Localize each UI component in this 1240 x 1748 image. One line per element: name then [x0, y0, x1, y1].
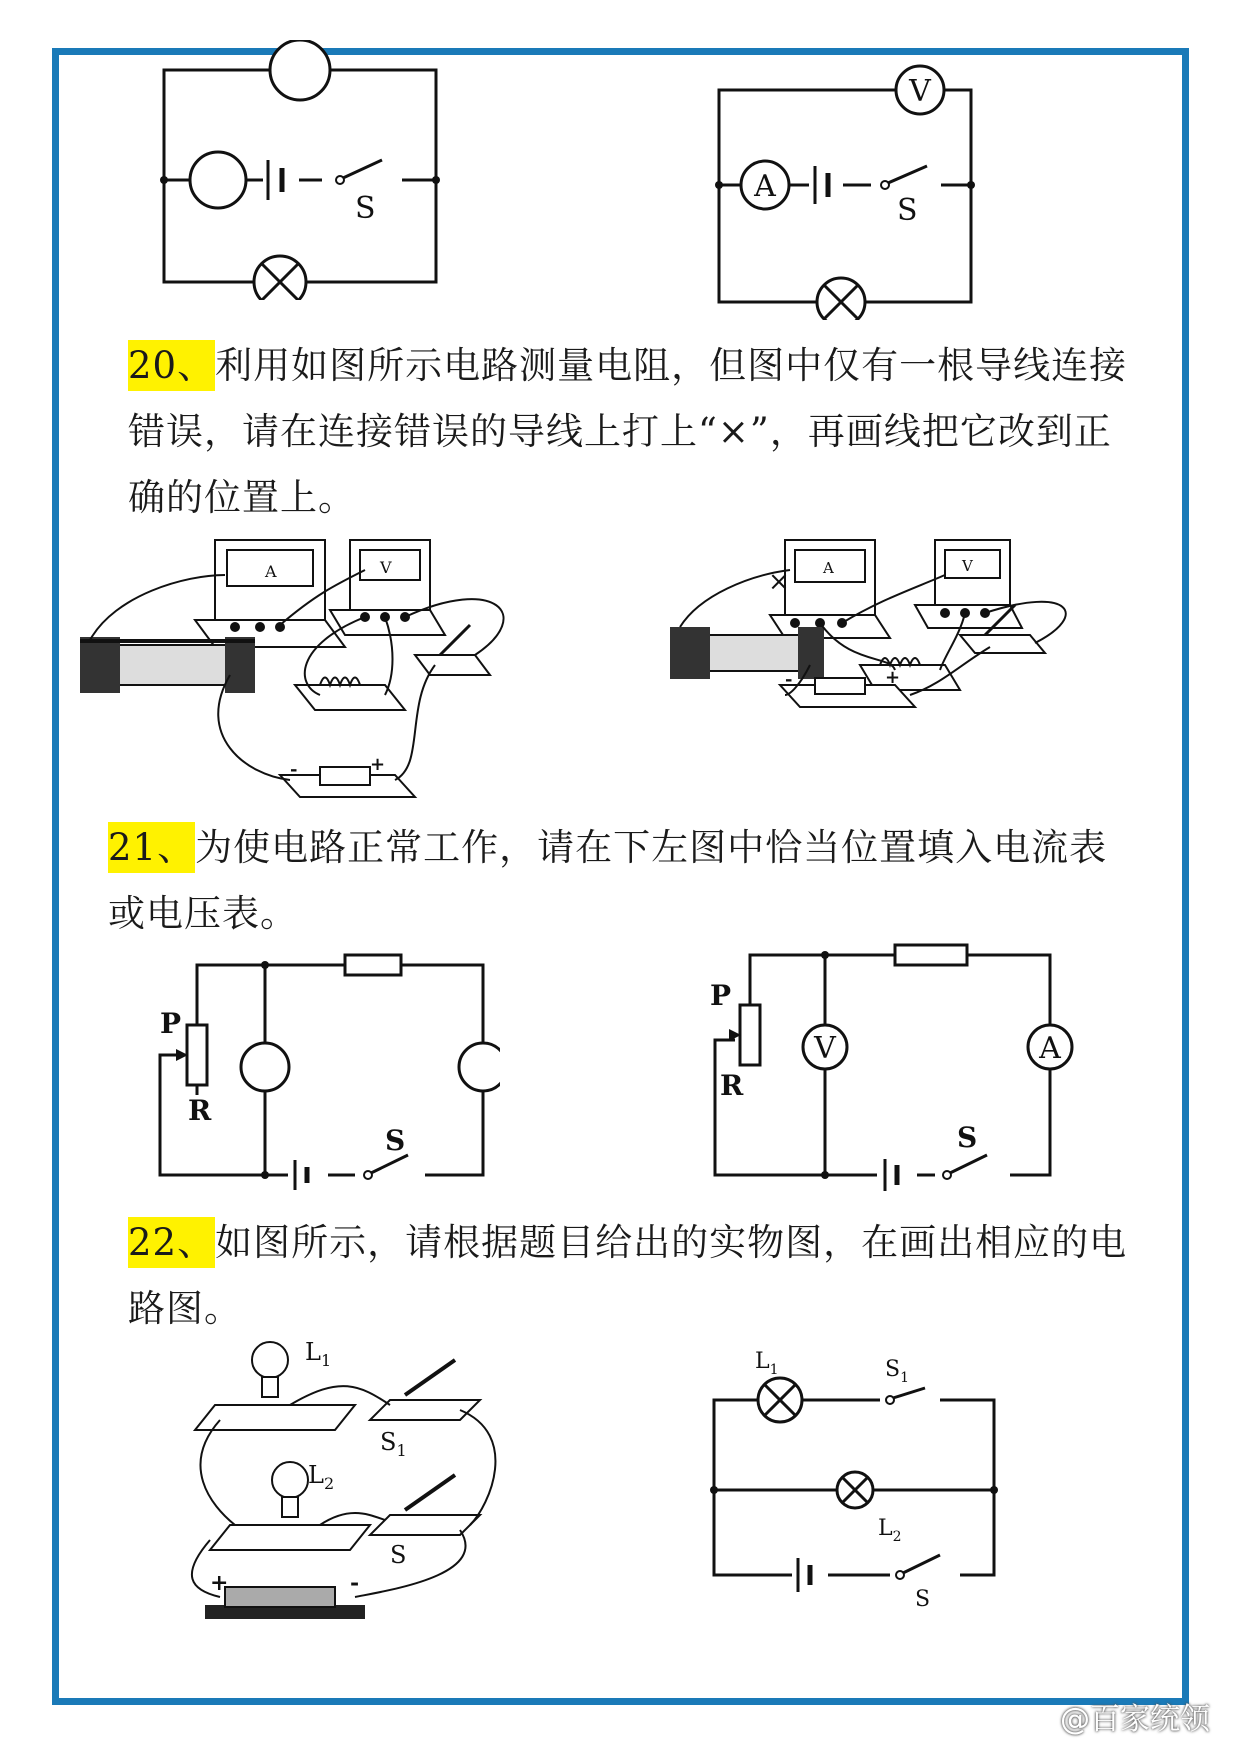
watermark: @百家统领	[1060, 1702, 1210, 1737]
question-20-text: 利用如图所示电路测量电阻，但图中仅有一根导线连接错误，请在连接错误的导线上打上“×”，再画线把它改到正确的位置上。	[128, 344, 1128, 519]
circuit-answer-va	[705, 60, 1025, 320]
q21-rheostat-p-label: P	[160, 1007, 182, 1040]
q20-battery-minus: -	[290, 759, 298, 780]
q22-schematic	[700, 1350, 1020, 1610]
q22s-s1-label: $S_1$	[885, 1357, 909, 1386]
q22-l2-label: $L_2$	[308, 1461, 335, 1493]
q20b-ammeter-label: A	[823, 559, 834, 577]
q22s-s-label: S	[915, 1587, 931, 1610]
switch-s-label: S	[355, 191, 376, 226]
q22-s-label: S	[390, 1541, 407, 1569]
q21b-voltmeter-label: V	[814, 1031, 836, 1066]
q22-physical-circuit	[190, 1335, 560, 1625]
q21-circuit-blank	[140, 945, 500, 1195]
q20b-voltmeter-label: V	[962, 557, 973, 575]
q20-physical-circuit-corrected	[660, 535, 1120, 835]
q20-voltmeter-label: V	[380, 558, 392, 577]
ammeter-label: A	[754, 169, 776, 204]
question-21	[108, 815, 1138, 947]
q20-battery-plus: +	[370, 754, 386, 775]
q21-rheostat-r-label: R	[188, 1094, 212, 1127]
switch-s-label-2: S	[897, 193, 918, 228]
voltmeter-label: V	[909, 74, 931, 109]
q21b-rheostat-r-label: R	[720, 1069, 744, 1102]
question-21-number: 21、	[108, 822, 195, 873]
wrong-wire-mark: ×	[768, 567, 790, 597]
q21-circuit-answer	[695, 935, 1075, 1195]
question-22	[128, 1210, 1138, 1342]
circuit-blank-meters	[150, 40, 470, 300]
q22-l1-label: $L_1$	[305, 1338, 332, 1370]
q20b-battery-minus: -	[785, 669, 793, 690]
question-22-number: 22、	[128, 1217, 215, 1268]
q20-physical-circuit-original	[75, 535, 555, 835]
q21-switch-s-label: S	[385, 1124, 406, 1157]
question-21-text: 为使电路正常工作，请在下左图中恰当位置填入电流表或电压表。	[108, 826, 1108, 935]
q21b-rheostat-p-label: P	[710, 979, 732, 1012]
q20-ammeter-label: A	[265, 562, 277, 581]
q22-battery-minus: -	[350, 1570, 360, 1596]
question-22-text: 如图所示，请根据题目给出的实物图，在画出相应的电路图。	[128, 1221, 1128, 1330]
q22s-l2-label: $L_2$	[878, 1516, 902, 1545]
q22s-l1-label: $L_1$	[755, 1350, 779, 1378]
q22-battery-plus: +	[210, 1570, 229, 1596]
q21b-switch-s-label: S	[957, 1121, 978, 1154]
question-20	[128, 333, 1138, 531]
q20b-battery-plus: +	[885, 667, 901, 688]
q21b-ammeter-label: A	[1039, 1031, 1061, 1066]
question-20-number: 20、	[128, 340, 215, 391]
q22-s1-label: $S_1$	[380, 1428, 407, 1460]
